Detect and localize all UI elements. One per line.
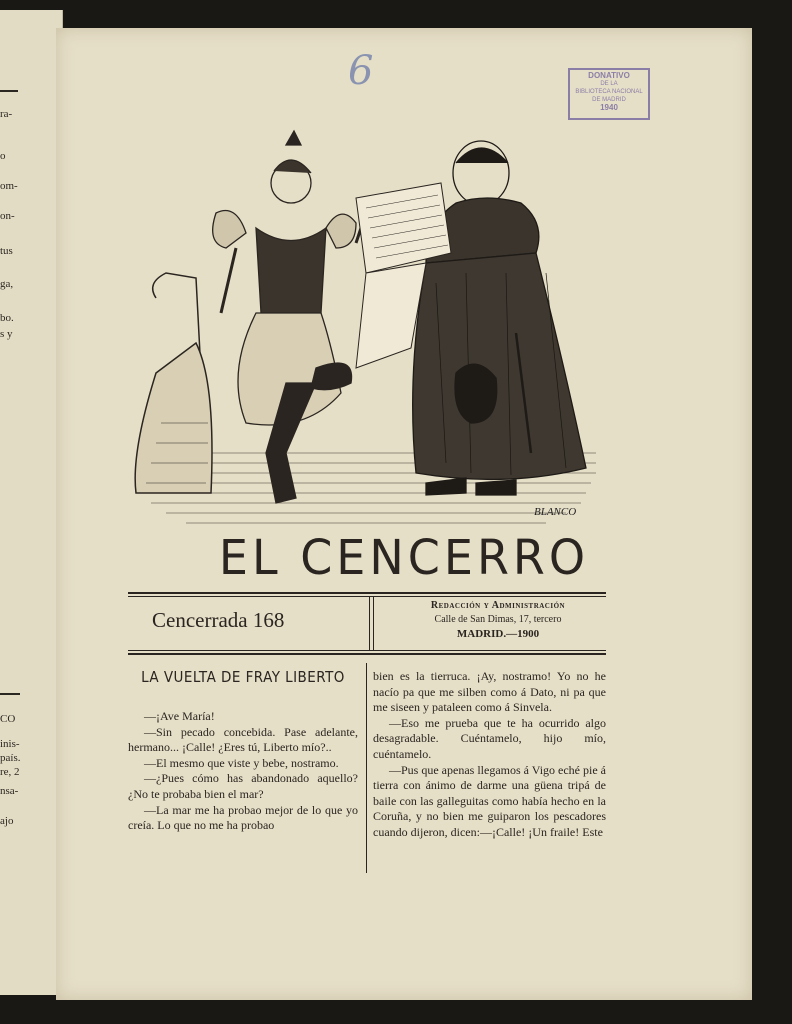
pencil-page-number: 6 (348, 48, 374, 94)
issue-number: Cencerrada 168 (152, 608, 285, 632)
bottom-double-rule (128, 653, 606, 655)
newspaper-page (56, 28, 752, 1000)
stamp-line: BIBLIOTECA NACIONAL (575, 89, 643, 95)
library-stamp (568, 68, 650, 120)
prev-page-rule (0, 90, 18, 92)
prev-page-text: on- (0, 210, 15, 222)
prev-page-text: CO (0, 713, 16, 725)
prev-page-text: o (0, 150, 6, 162)
masthead-title: EL CENCERRO (218, 528, 590, 586)
admin-city-year: MADRID.—1900 (456, 628, 540, 640)
paragraph: bien es la tierruca. ¡Ay, nostramo! Yo no he nacío pa que me silben como á Dato, ni pa que me siseen y pataleen como á Sinvela. (373, 669, 606, 715)
prev-page-text: ajo (0, 815, 14, 827)
article-column-right (373, 669, 606, 841)
article-title: LA VUELTA DE FRAY LIBERTO (141, 668, 345, 686)
administration-info (378, 600, 618, 640)
prev-page-text: re, 2 (0, 766, 20, 778)
prev-page-text: país. (0, 752, 21, 764)
prev-page-text: tus (0, 245, 13, 257)
article-column-left (128, 709, 358, 834)
admin-heading: Redacción y Administración (430, 600, 566, 611)
prev-page-text: ra- (0, 108, 13, 120)
prev-page-text: s y (0, 328, 13, 340)
armchair (135, 273, 212, 493)
paragraph: —Sin pecado concebida. Pase adelante, hermano... ¡Calle! ¿Eres tú, Liberto mío?.. (128, 724, 358, 755)
stamp-line: DE MADRID (592, 97, 626, 103)
paragraph: —La mar me ha probao mejor de lo que yo creía. Lo que no me ha probao (128, 802, 358, 833)
prev-page-rule (0, 693, 20, 695)
woman-figure (213, 131, 371, 503)
stamp-line: DONATIVO (588, 71, 630, 80)
top-double-rule (128, 592, 606, 594)
stamp-line: 1940 (600, 103, 618, 112)
paragraph: —Pus que apenas llegamos á Vigo eché pie á tierra con ánimo de darme una güena tripá de baile con las galleguitas como había hecho en la Coruña, y no bien me guiparon los pescadores cuando dijeron, dicen:—¡Calle! ¡Un fraile! Este (373, 762, 606, 839)
bottom-double-rule (128, 650, 606, 651)
stamp-line: DE LA (600, 81, 618, 87)
paragraph: —¡Ave María! (144, 709, 215, 723)
paragraph: —¿Pues cómo has abandonado aquello? ¿No te probaba bien el mar? (128, 771, 358, 801)
paragraph: —Eso me prueba que te ha ocurrido algo desagradable. Cuéntamelo, hijo mío, cuéntamelo. (373, 715, 606, 761)
masthead-divider (373, 596, 374, 650)
paragraph: —El mesmo que viste y bebe, nostramo. (144, 755, 339, 770)
artist-signature: BLANCO (534, 506, 577, 518)
prev-page-text: ga, (0, 278, 14, 290)
column-divider (366, 663, 367, 873)
top-double-rule (128, 596, 606, 597)
masthead-divider (369, 596, 370, 650)
engraving-illustration (126, 123, 606, 533)
previous-page-edge (0, 10, 63, 995)
admin-address: Calle de San Dimas, 17, tercero (434, 614, 562, 625)
prev-page-text: inis- (0, 738, 20, 750)
prev-page-text: bo. (0, 312, 14, 324)
prev-page-text: nsa- (0, 785, 19, 797)
prev-page-text: om- (0, 180, 18, 192)
